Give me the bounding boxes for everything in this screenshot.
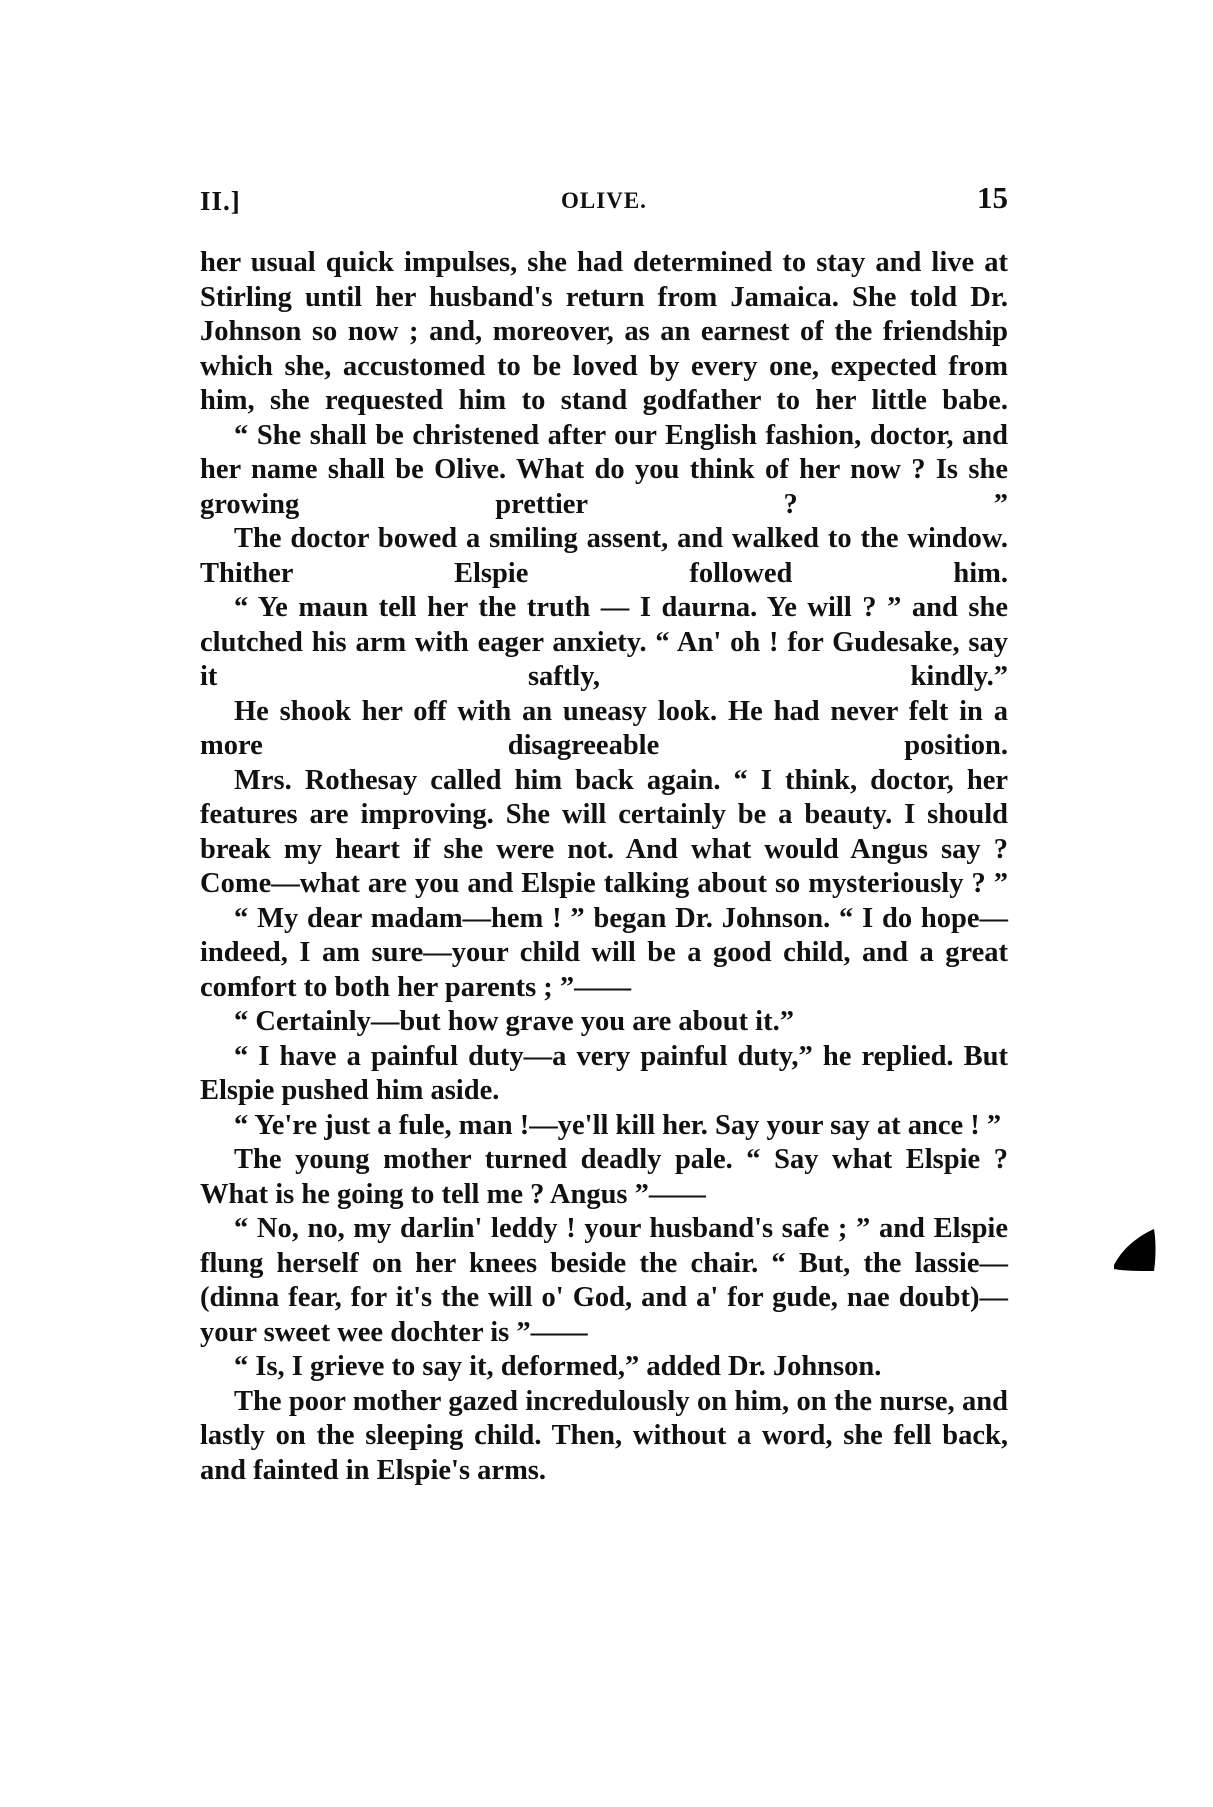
chapter-number: II.] — [200, 186, 241, 216]
paragraph: “ My dear madam—hem ! ” began Dr. Johnson. “ I do hope—indeed, I am sure—your child will be a good child, and a great comfort to both her parents ; ”—— — [200, 902, 1008, 1003]
paragraph: “ Certainly—but how grave you are about it.” — [234, 1006, 794, 1037]
paragraph: He shook her off with an uneasy look. He had never felt in a more disagreeable position. — [200, 695, 1008, 761]
ink-blot-mark — [1110, 1225, 1160, 1273]
paragraph: Mrs. Rothesay called him back again. “ I think, doctor, her features are improving. She will certainly be a beauty. I should break my heart if she were not. And what would Angus say ? Come—what are you and Elspie talking about so mysteriously ? ” — [200, 764, 1008, 899]
running-title: OLIVE. — [561, 188, 647, 213]
page-number: 15 — [977, 180, 1008, 215]
paragraph: “ Is, I grieve to say it, deformed,” added Dr. Johnson. — [234, 1351, 882, 1382]
running-header — [200, 180, 1008, 220]
paragraph: “ No, no, my darlin' leddy ! your husband's safe ; ” and Elspie flung herself on her knees beside the chair. “ But, the lassie—(dinna fear, for it's the will o' God, and a' for gude, nae doubt)—your sweet wee dochter is ”—— — [200, 1213, 1008, 1348]
body-text — [200, 246, 1008, 1488]
paragraph: “ She shall be christened after our English fashion, doctor, and her name shall be Olive. What do you think of her now ? Is she growing prettier ? ” — [200, 419, 1008, 520]
paragraph: The poor mother gazed incredulously on him, on the nurse, and lastly on the sleeping child. Then, without a word, she fell back, and fainted in Elspie's arms. — [200, 1385, 1008, 1486]
paragraph: The young mother turned deadly pale. “ Say what Elspie ? What is he going to tell me ? Angus ”—— — [200, 1144, 1008, 1210]
paragraph: “ Ye maun tell her the truth — I daurna. Ye will ? ” and she clutched his arm with eager anxiety. “ An' oh ! for Gudesake, say it saftly, kindly.” — [200, 592, 1008, 692]
paragraph: her usual quick impulses, she had determined to stay and live at Stirling until her husband's return from Jamaica. She told Dr. Johnson so now ; and, moreover, as an earnest of the friendship which she, accustomed to be loved by every one, expected from him, she requested him to stand godfather to her little babe. — [200, 247, 1008, 416]
paragraph: “ Ye're just a fule, man !—ye'll kill her. Say your say at ance ! ” — [234, 1109, 1002, 1141]
paragraph: The doctor bowed a smiling assent, and walked to the window. Thither Elspie followed him. — [200, 523, 1008, 589]
paragraph: “ I have a painful duty—a very painful duty,” he replied. But Elspie pushed him aside. — [200, 1040, 1008, 1106]
